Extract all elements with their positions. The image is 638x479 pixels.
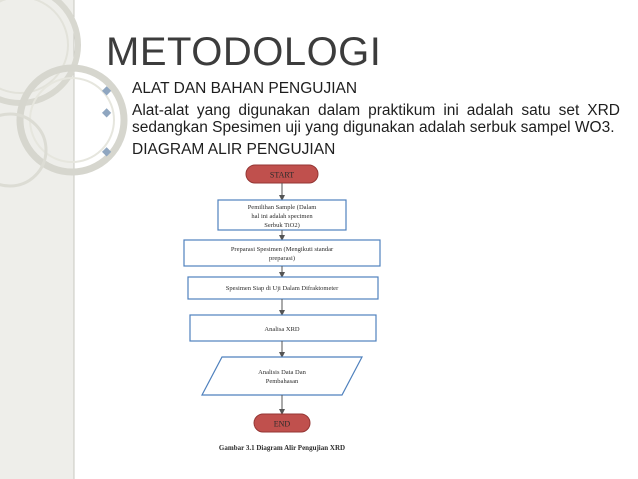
- bullet-list: [100, 80, 620, 163]
- step-xrd-label: Analisa XRD: [264, 326, 300, 333]
- step-sample-line2: hal ini adalah specimen: [251, 213, 313, 220]
- bullet-text: DIAGRAM ALIR PENGUJIAN: [132, 141, 336, 158]
- bullet-item: [100, 80, 620, 97]
- step-data-analysis: [202, 357, 362, 395]
- diamond-bullet-icon: ◆: [102, 144, 112, 158]
- start-label: START: [269, 170, 295, 180]
- step-sample-line1: Pemilihan Sample (Dalam: [247, 204, 317, 211]
- step-sample-line3: Serbuk TiO2): [264, 222, 300, 229]
- flowchart-svg: [170, 160, 395, 460]
- step-analysis-line2: Pembahasan: [265, 378, 299, 385]
- diamond-bullet-icon: ◆: [102, 83, 112, 97]
- bullet-text: ALAT DAN BAHAN PENGUJIAN: [132, 80, 358, 97]
- end-label: END: [273, 419, 291, 429]
- bullet-item: [100, 141, 620, 158]
- step-prep-line2: preparasi): [269, 255, 295, 262]
- step-analysis-line1: Analisis Data Dan: [258, 369, 306, 376]
- figure-caption: Gambar 3.1 Diagram Alir Pengujian XRD: [218, 444, 346, 452]
- diamond-bullet-icon: ◆: [102, 105, 112, 119]
- bullet-item: [100, 102, 620, 136]
- flowchart-image: [170, 160, 395, 460]
- bullet-text: Alat-alat yang digunakan dalam praktikum ini adalah satu set XRD sedangkan Spesimen uji yang digunakan adalah serbuk sampel WO3.: [132, 102, 620, 136]
- step-ready-label: Spesimen Siap di Uji Dalam Difraktometer: [225, 285, 339, 292]
- step-specimen-preparation: [184, 240, 380, 266]
- step-prep-line1: Preparasi Spesimen (Mengikuti standar: [230, 246, 334, 253]
- slide-title: METODOLOGI: [106, 30, 382, 74]
